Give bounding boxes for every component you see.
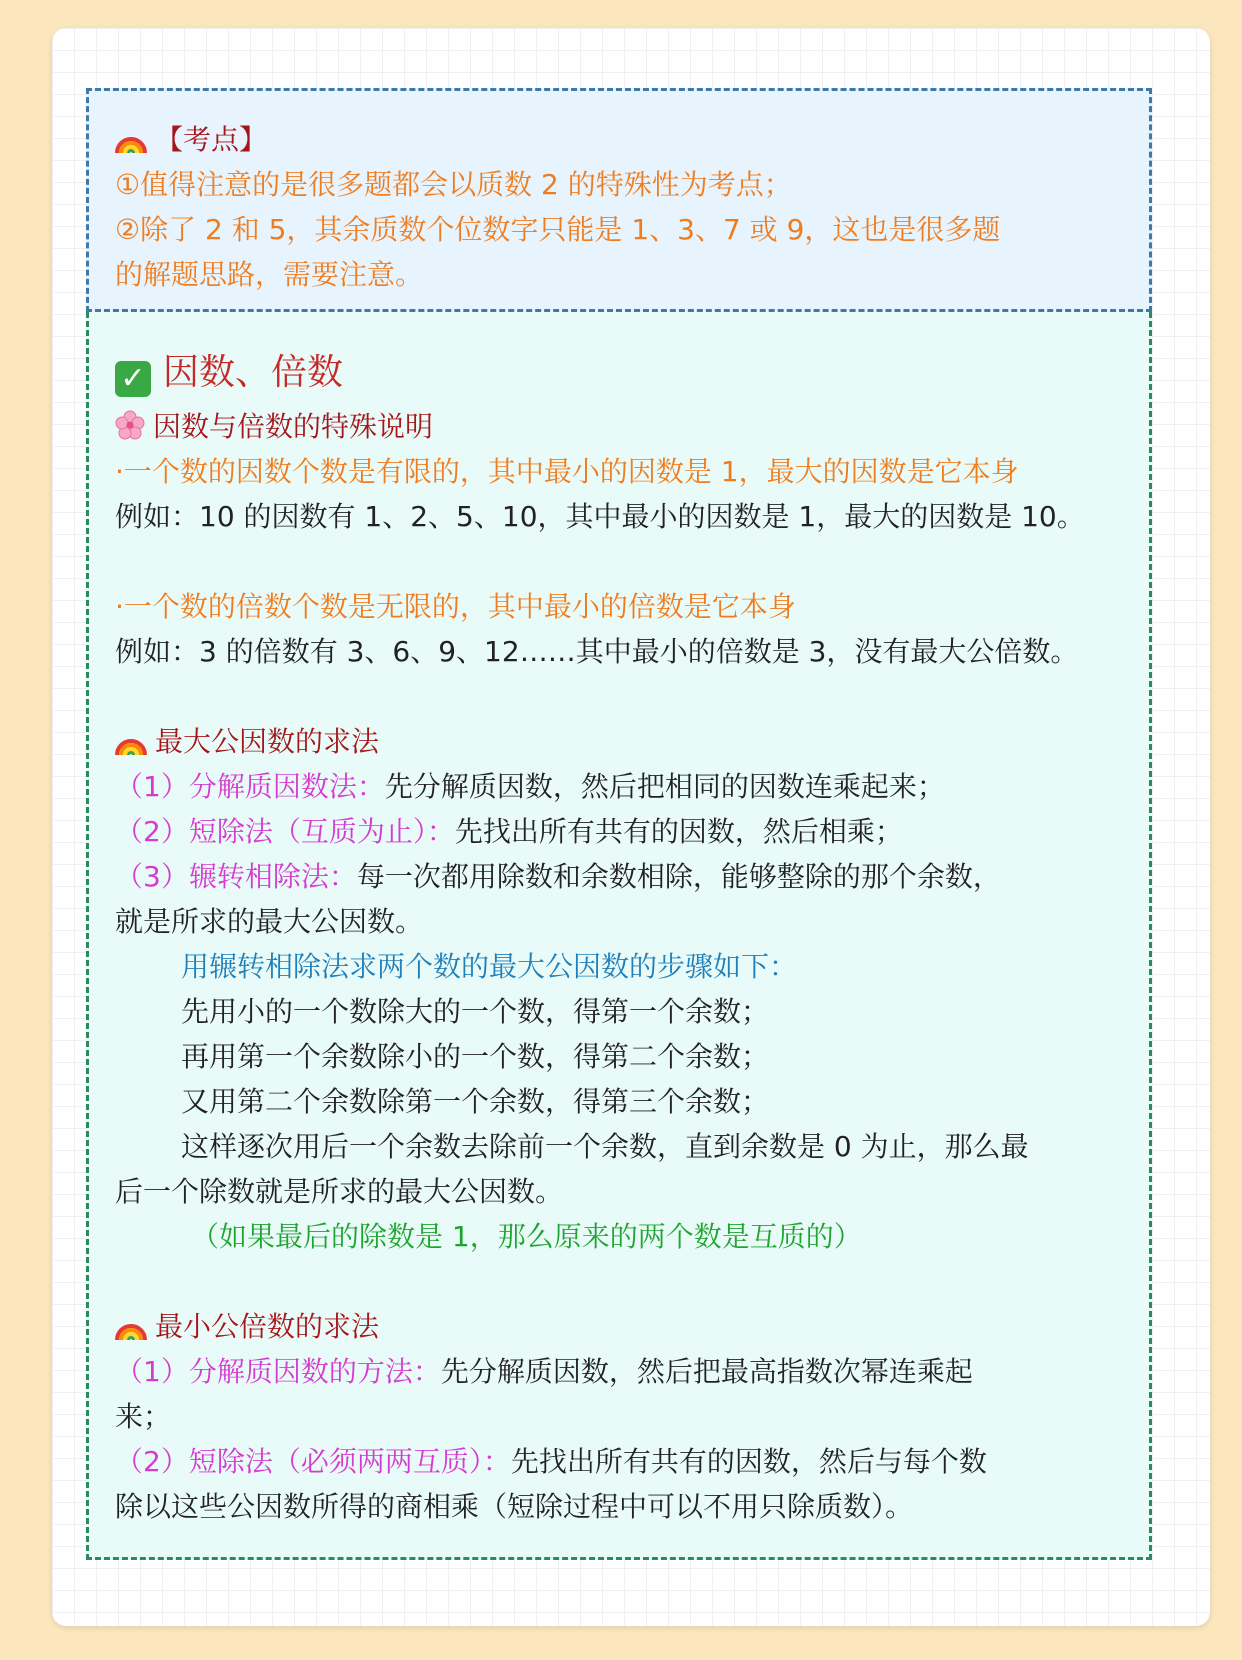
gcd-method-3-cont: 就是所求的最大公因数。 (115, 905, 424, 938)
gcd-step-4: 这样逐次用后一个余数去除前一个余数，直到余数是 0 为止，那么最 (181, 1130, 1029, 1163)
gcd-method-2-text: 先找出所有共有的因数，然后相乘； (454, 815, 903, 848)
gcd-method-1-label: （1）分解质因数法： (115, 770, 385, 803)
rainbow-icon (115, 729, 147, 755)
gcd-method-1 (115, 764, 1149, 809)
key-point-1: ①值得注意的是很多题都会以质数 2 的特殊性为考点； (115, 168, 792, 201)
key-points-box (86, 88, 1152, 312)
factors-multiples-box (86, 312, 1152, 1560)
gcd-method-2-label: （2）短除法（互质为止）： (115, 815, 455, 848)
gcd-method-3-label: （3）辗转相除法： (115, 860, 357, 893)
lcm-method-2 (115, 1439, 1149, 1484)
special-title: 因数与倍数的特殊说明 (153, 410, 434, 443)
gcd-method-2 (115, 809, 1149, 854)
lcm-heading (115, 1304, 1149, 1349)
lcm-method-2-text: 先找出所有共有的因数，然后与每个数 (510, 1445, 987, 1478)
rainbow-icon (115, 127, 147, 153)
key-point-2-cont: 的解题思路，需要注意。 (115, 258, 424, 291)
key-points-title: 【考点】 (155, 123, 268, 156)
rainbow-icon (115, 1314, 147, 1340)
key-point-2: ②除了 2 和 5，其余质数个位数字只能是 1、3、7 或 9，这也是很多题 (115, 213, 1001, 246)
gcd-step-1: 先用小的一个数除大的一个数，得第一个余数； (181, 995, 770, 1028)
special-heading (115, 404, 1149, 449)
gcd-note: （如果最后的除数是 1，那么原来的两个数是互质的） (191, 1220, 862, 1253)
gcd-heading (115, 719, 1149, 764)
multiple-example: 例如：3 的倍数有 3、6、9、12……其中最小的倍数是 3，没有最大公倍数。 (115, 635, 1079, 668)
lcm-method-1 (115, 1349, 1149, 1394)
gcd-step-2: 再用第一个余数除小的一个数，得第二个余数； (181, 1040, 770, 1073)
factor-example: 例如：10 的因数有 1、2、5、10，其中最小的因数是 1，最大的因数是 10。 (115, 500, 1085, 533)
lcm-title: 最小公倍数的求法 (155, 1310, 380, 1343)
lcm-method-2-label: （2）短除法（必须两两互质）： (115, 1445, 511, 1478)
gcd-step-3: 又用第二个余数除第一个余数，得第三个余数； (181, 1085, 770, 1118)
gcd-method-1-text: 先分解质因数，然后把相同的因数连乘起来； (384, 770, 945, 803)
lcm-method-2-cont: 除以这些公因数所得的商相乘（短除过程中可以不用只除质数）。 (115, 1490, 914, 1523)
lcm-method-1-label: （1）分解质因数的方法： (115, 1355, 441, 1388)
gcd-step-4-cont: 后一个除数就是所求的最大公因数。 (115, 1175, 564, 1208)
section-heading (115, 344, 1149, 402)
gcd-method-3-text: 每一次都用除数和余数相除，能够整除的那个余数， (356, 860, 1001, 893)
lcm-method-1-text: 先分解质因数，然后把最高指数次幂连乘起 (440, 1355, 973, 1388)
gcd-steps-title: 用辗转相除法求两个数的最大公因数的步骤如下： (181, 950, 798, 983)
multiple-rule: ·一个数的倍数个数是无限的，其中最小的倍数是它本身 (115, 590, 796, 623)
lcm-method-1-cont: 来； (115, 1400, 172, 1433)
factor-rule: ·一个数的因数个数是有限的，其中最小的因数是 1，最大的因数是它本身 (115, 455, 1019, 488)
gcd-title: 最大公因数的求法 (155, 725, 380, 758)
check-mark-icon: ✓ (115, 361, 151, 397)
gcd-method-3 (115, 854, 1149, 899)
section-title: 因数、倍数 (163, 352, 344, 393)
key-points-title-line (115, 117, 1149, 162)
cherry-blossom-icon (115, 410, 145, 440)
